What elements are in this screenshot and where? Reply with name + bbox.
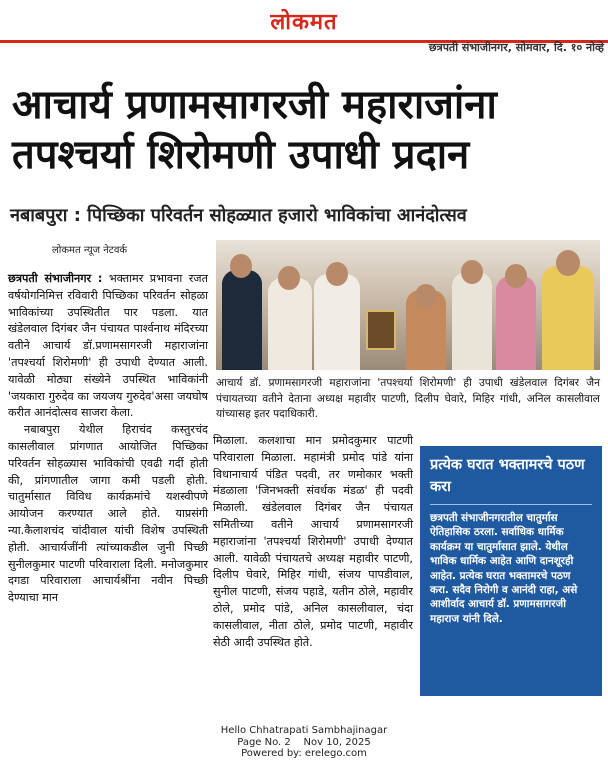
headline-line-1: आचार्य प्रणामसागरजी महाराजांना [12,82,497,128]
photo-figure [542,266,594,370]
photo-figure [268,278,312,370]
headline [12,80,602,180]
photo-figure [452,272,492,370]
photo-figure-head [556,250,580,276]
photo-figure-head [415,284,437,308]
byline: लोकमत न्यूज नेटवर्क [52,245,128,256]
article-paragraph-1-text: भक्तामर प्रभावना रजत वर्षयोगनिमित्त रविवारी पिच्छिका परिवर्तन सोहळा भाविकांच्या उपस्थितीत पार पडला. यात खंडेलवाल दिगंबर जैन पंचायत पार्श्वनाथ मंदिरच्या वतीने आचार्य डॉ.प्रणामसागरजी महाराजांना 'तपश्चर्या शिरोमणी' ही उपाधी देण्यात आली. यावेळी मोठ्या संख्येने उपस्थित भाविकांनी 'जयकारा गुरुदेव का जयजय गुरुदेव'असा जयघोष करीत आनंदोत्सव साजरा केला. [8,272,208,420]
article-paragraph-1 [8,271,208,422]
news-photo [216,240,600,370]
article-column-2 [213,433,413,651]
photo-figure [496,276,536,370]
article-paragraph-2: नबाबपुरा येथील हिराचंद कस्तुरचंद कासलीवाल प्रांगणात आयोजित पिच्छिका परिवर्तन सोहळ्यास भाविकांची एवढी गर्दी होती की, प्रांगणातील जागा कमी पडली होती. चातुर्मासात विविध कार्यक्रमांचे यशस्वीपणे आयोजन करण्यात आले होते. याप्रसंगी न्या.कैलाशचंद चांदीवाल यांची विशेष उपस्थिती होती. आचार्यजींनी त्यांच्याकडील जुनी पिच्छी सुनीलकुमार पाटणी परिवाराला दिली. मनोजकुमार दगडा परिवाराला आचार्यश्रींना नवीन पिच्छी देण्याचा मान [8,423,208,605]
dateline: छत्रपती संभाजीनगर, सोमवार, दि. १० नोव्हे [428,41,604,54]
photo-figure [314,274,360,370]
highlight-box-title: प्रत्येक घरात भक्तामरचे पठण करा [430,454,592,505]
photo-figure-head [505,264,527,288]
highlight-box [420,446,602,696]
footer-page-date: Page No. 2 Nov 10, 2025 [237,736,371,748]
photo-caption: आचार्य डॉ. प्रणामसागरजी महाराजांना 'तपश्चर्या शिरोमणी' ही उपाधी खंडेलवाल दिगंबर जैन पंचायतच्या वतीने देताना अध्यक्ष महावीर पाटणी, दिलीप घेवारे, मिहिर गांधी, अनिल कासलीवाल यांच्यासह इतर पदाधिकारी. [216,377,600,420]
photo-figure-head [230,254,252,278]
page-footer [0,725,608,760]
article-column-1 [8,271,208,607]
photo-figure-head [461,260,483,284]
article-paragraph-3: मिळाला. कलशाचा मान प्रमोदकुमार पाटणी परिवाराला मिळाला. महामंत्री प्रमोद पांडे यांना विधानाचार्य पंडित पदवी, तर णमोकार भक्ती मंडळाला 'जिनभक्ती संवर्धक मंडळ' ही पदवी मिळाली. खंडेलवाल दिगंबर जैन पंचायत समितीच्या वतीने आचार्य प्रणामसागरजी महाराजांना 'तपश्चर्या शिरोमणी' उपाधी देण्यात आली. यावेळी पंचायतचे अध्यक्ष महावीर पाटणी, दिलीप घेवारे, मिहिर गांधी, संजय पापडीवाल, सुनील पाटणी, संजय पहाडे, यतीन ठोले, महावीर ठोले, प्रमोद पांडे, अनिल कासलीवाल, चंदा कासलीवाल, नीता ठोले, प्रमोद पाटणी, महावीर सेठी आदी उपस्थित होते. [213,434,413,649]
headline-line-2: तपश्चर्या शिरोमणी उपाधी प्रदान [12,132,470,178]
photo-award-frame [366,310,396,350]
photo-figure-head [278,266,300,290]
subheadline: नबाबपुरा : पिच्छिका परिवर्तन सोहळ्यात हजारो भाविकांचा आनंदोत्सव [10,205,467,226]
masthead [0,0,608,52]
footer-edition: Hello Chhatrapati Sambhajinagar [220,725,388,736]
newspaper-logo: लोकमत [270,9,338,35]
article-dateline-lead: छत्रपती संभाजीनगर : [8,272,103,285]
highlight-box-text: छत्रपती संभाजीनगरातील चातुर्मास ऐतिहासिक ठरला. सर्वाधिक धार्मिक कार्यक्रम या चातुर्मासात झाले. येथील भाविक धार्मिक आहेत आणि दानशूरही आहेत. प्रत्येक घरात भक्तामरचे पठण करा. सदैव निरोगी व आनंदी राहा, असे आशीर्वाद आचार्य डॉ. प्रणामसागरजी महाराज यांनी दिले. [430,512,578,625]
footer-powered-by: Powered by: erelego.com [241,748,367,759]
photo-figure [222,270,262,370]
photo-figure-head [326,262,348,286]
